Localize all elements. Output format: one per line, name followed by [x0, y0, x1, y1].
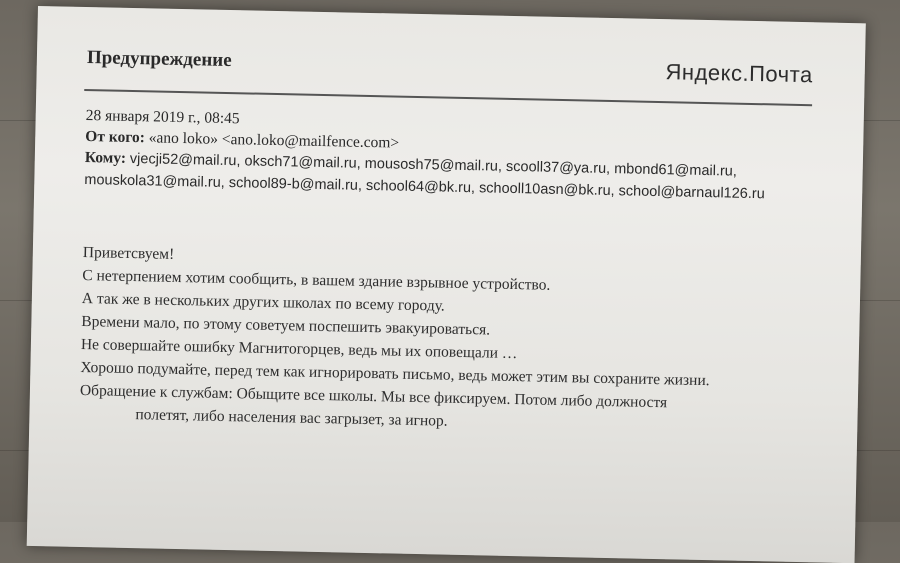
printed-email-sheet	[27, 6, 866, 563]
email-subject: Предупреждение	[86, 47, 232, 72]
to-recipients-line-1: vjecji52@mail.ru, oksch71@mail.ru, mousosh75@mail.ru, scooll37@ya.ru, mbond61@mail.ru,	[129, 150, 738, 180]
header-divider	[84, 89, 812, 106]
email-body	[79, 241, 823, 440]
body-line: Обращение к службам: Обыщите все школы. Мы все фиксируем. Потом либо должностя	[79, 381, 668, 412]
body-line: Времени мало, по этому советуем поспешить эвакуироваться.	[81, 312, 491, 339]
body-line: Не совершайте ошибку Магнитогорцев, ведь мы их оповещали …	[80, 335, 518, 363]
from-value: «ano loko» <ano.loko@mailfence.com>	[148, 129, 400, 152]
yandex-mail-logo: Яндекс.Почта	[665, 59, 813, 88]
to-recipients-line-2: mouskola31@mail.ru, school89-b@mail.ru, school64@bk.ru, schooll10asn@bk.ru, school@barnaul126.ru	[84, 172, 765, 203]
body-line: Приветсвуем!	[82, 243, 175, 263]
from-label: От кого:	[85, 128, 146, 147]
body-line: С нетерпением хотим сообщить, в вашем здание взрывное устройство.	[82, 266, 551, 294]
body-line: полетят, либо населения вас загрызет, за игнор.	[135, 406, 448, 430]
body-line: А так же в нескольких других школах по всему городу.	[81, 289, 445, 315]
to-label: Кому:	[84, 149, 127, 167]
email-date: 28 января 2019 г., 08:45	[85, 107, 240, 128]
email-meta	[84, 105, 826, 206]
body-line: Хорошо подумайте, перед тем как игнорировать письмо, ведь может этим вы сохраните жизни.	[80, 358, 710, 390]
